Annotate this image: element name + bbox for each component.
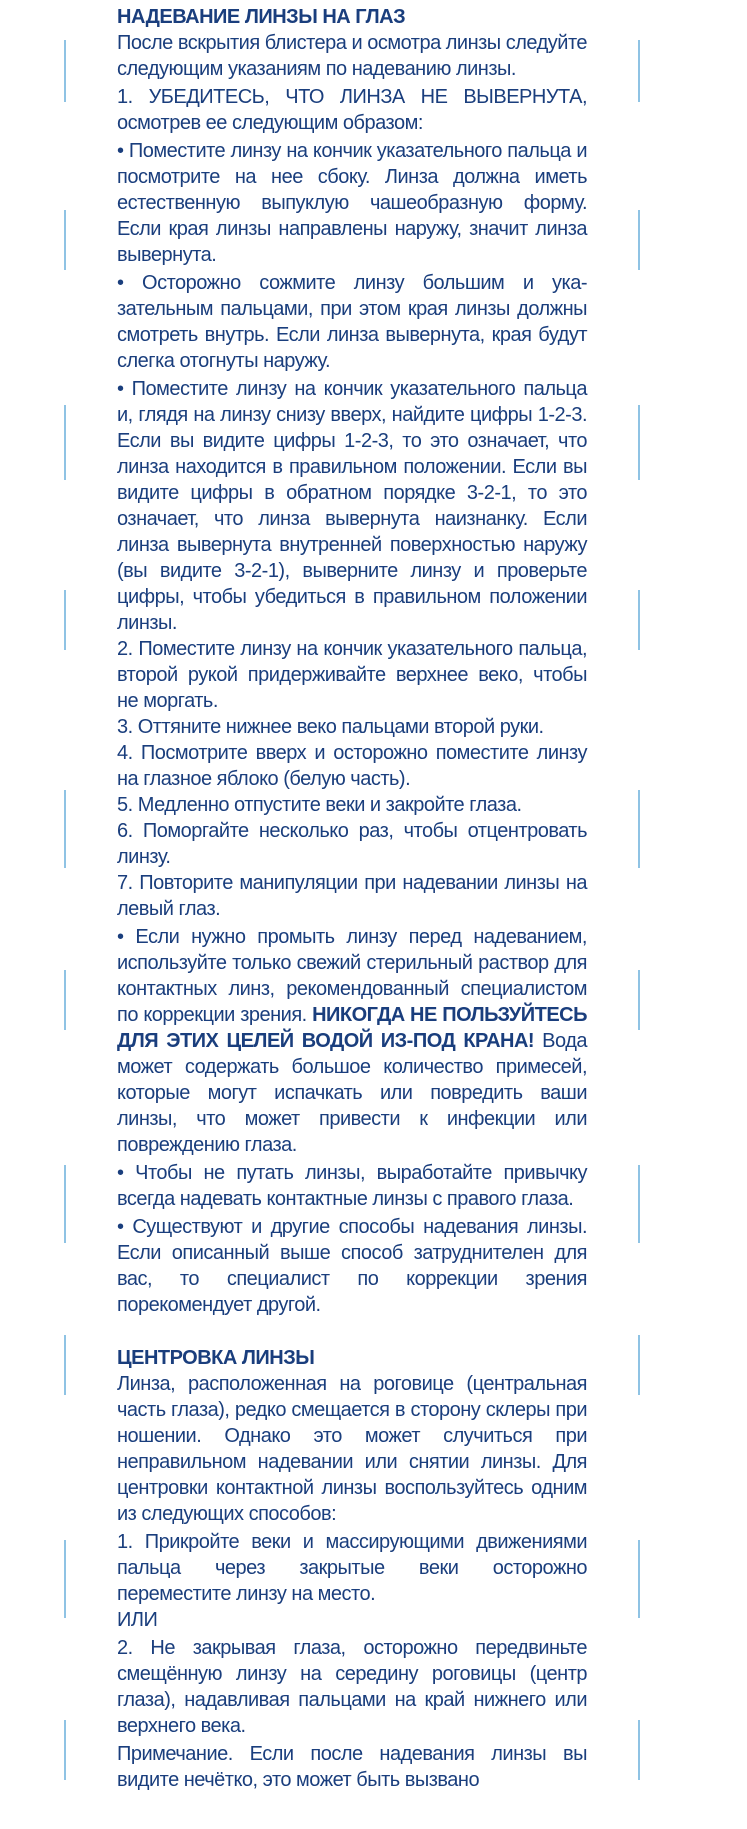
side-rule — [64, 1720, 66, 1780]
section-heading: ЦЕНТРОВКА ЛИНЗЫ — [117, 1347, 315, 1369]
method-item: 2. Не закрывая глаза, осторожно передвиньте смещённую линзу на середину роговицы (центр глаза), надавливая пальцами на край нижнего или верхнего века. — [117, 1637, 587, 1737]
side-rule — [64, 210, 66, 270]
side-rule — [638, 790, 640, 868]
side-rule — [638, 210, 640, 270]
bullet-item: • Существуют и другие способы надевания линзы. Если описанный выше способ затруднителен для вас, то специалист по коррекции зрения порекомендует другой. — [117, 1216, 587, 1316]
section-lens-centering — [117, 1345, 587, 1793]
bullet-item: • Осторожно сожмите линзу большим и ука-зательным пальцами, при этом края линзы должны смотреть внутрь. Если линза вывернута, края будут слегка отогнуты наружу. — [117, 272, 587, 372]
section-intro: Линза, расположенная на роговице (центральная часть глаза), редко смещается в сторону склеры при ношении. Однако это может случиться при неправильном надевании или снятии линзы. Для центровки контактной линзы воспользуйтесь одним из следующих способов: — [117, 1373, 587, 1525]
section-lens-insertion — [117, 4, 587, 1318]
section-heading: НАДЕВАНИЕ ЛИНЗЫ НА ГЛАЗ — [117, 6, 406, 28]
side-rule — [64, 40, 66, 102]
bullet-item: • Чтобы не путать линзы, выработайте привычку всегда надевать контактные линзы с правого глаза. — [117, 1162, 587, 1210]
instruction-step: 4. Посмотрите вверх и осторожно поместите линзу на глазное яблоко (белую часть). — [117, 742, 587, 790]
or-separator: ИЛИ — [117, 1609, 158, 1631]
side-rule — [638, 1165, 640, 1243]
bullet-text: • Если нужно промыть линзу перед надеванием, используйте только свежий стерильный раствор для контактных линз, рекомендованный специалистом по коррекции зрения. — [117, 926, 587, 1026]
side-rule — [64, 590, 66, 650]
document-column — [117, 4, 587, 1793]
side-rule — [638, 40, 640, 102]
side-rule — [638, 1540, 640, 1618]
bullet-text: Вода может содержать большое количество примесей, которые могут испачкать или повредить ваши линзы, что может привести к инфекции или повреждению глаза. — [117, 1030, 587, 1156]
instruction-step: 6. Поморгайте несколько раз, чтобы отцентровать линзу. — [117, 820, 587, 868]
side-rule — [64, 1540, 66, 1618]
bullet-item: • Поместите линзу на кончик указательного пальца и посмотрите на нее сбоку. Линза должна иметь естественную выпуклую чашеобразную форму. Если края линзы направлены наружу, значит линза вывернута. — [117, 140, 587, 266]
method-item: 1. Прикройте веки и массирующими движениями пальца через закрытые веки осторожно переместите линзу на место. — [117, 1531, 587, 1605]
side-rule — [64, 970, 66, 1030]
side-rule — [638, 1720, 640, 1780]
instruction-step: 3. Оттяните нижнее веко пальцами второй руки. — [117, 716, 544, 738]
section-intro: После вскрытия блистера и осмотра линзы следуйте следующим указаниям по надеванию линзы. — [117, 32, 587, 80]
side-rule — [64, 1165, 66, 1243]
instruction-step: 5. Медленно отпустите веки и закройте глаза. — [117, 794, 522, 816]
bullet-item — [117, 924, 587, 1158]
side-rule — [638, 1335, 640, 1395]
warning-text: НИКОГДА НЕ ПОЛЬЗУЙТЕСЬ ДЛЯ ЭТИХ ЦЕЛЕЙ ВОДОЙ ИЗ-ПОД КРАНА! — [117, 1004, 587, 1052]
side-rule — [638, 590, 640, 650]
side-rule — [64, 1335, 66, 1395]
side-rule — [638, 405, 640, 480]
instruction-step: 2. Поместите линзу на кончик указательного пальца, второй рукой придерживайте верхнее веко, чтобы не моргать. — [117, 638, 587, 712]
side-rule — [638, 970, 640, 1030]
instruction-step: 1. УБЕДИТЕСЬ, ЧТО ЛИНЗА НЕ ВЫВЕРНУТА, осмотрев ее следующим образом: — [117, 86, 587, 134]
bullet-item: • Поместите линзу на кончик указательного пальца и, глядя на линзу снизу вверх, найдите цифры 1-2-3. Если вы видите цифры 1-2-3, то это означает, что линза находится в правильном положении. Если вы видите цифры в обратном порядке 3-2-1, то это означает, что линза вывернута наизнанку. Если линза вывернута внутренней поверхностью наружу (вы видите 3-2-1), выверните линзу и проверьте цифры, чтобы убедиться в правильном положении линзы. — [117, 378, 587, 634]
instruction-step: 7. Повторите манипуляции при надевании линзы на левый глаз. — [117, 872, 587, 920]
note-text: Примечание. Если после надевания линзы вы видите нечётко, это может быть вызвано — [117, 1743, 587, 1791]
side-rule — [64, 405, 66, 480]
side-rule — [64, 790, 66, 868]
